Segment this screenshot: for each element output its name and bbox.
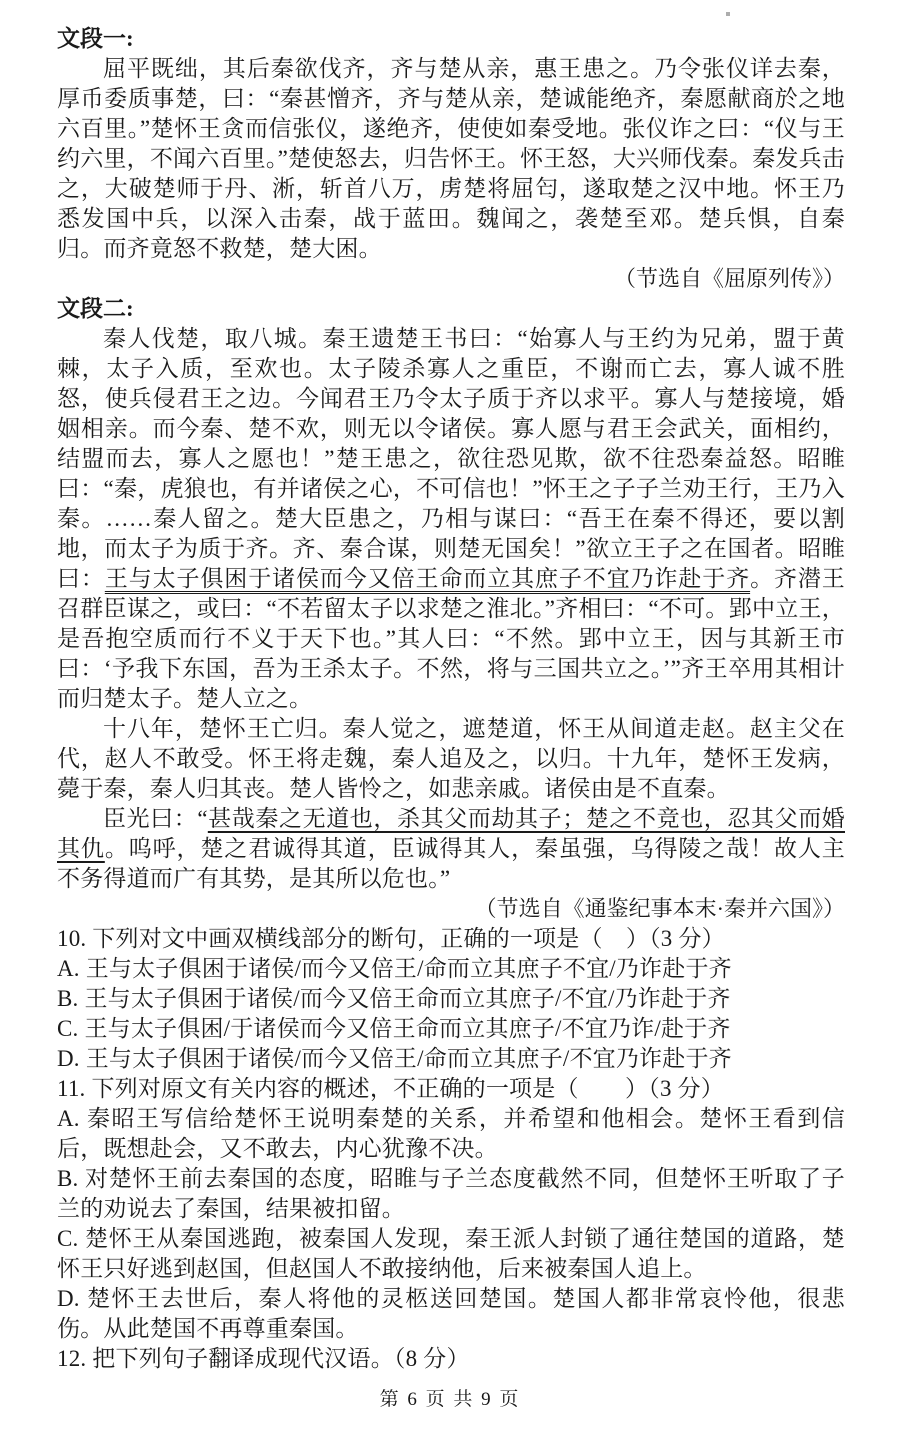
question-12-stem: 12. 把下列句子翻译成现代汉语。（8 分） bbox=[57, 1346, 470, 1371]
passage1-text: 屈平既绌，其后秦欲伐齐，齐与楚从亲，惠王患之。乃令张仪详去秦，厚币委质事楚，曰：“秦甚憎齐，齐与楚从亲，楚诚能绝齐，秦愿献商於之地六百里。”楚怀王贪而信张仪，遂绝齐，使使如秦受地。张仪诈之曰：“仪与王约六里，不闻六百里。”楚使怒去，归告怀王。怀王怒，大兴师伐秦。秦发兵击之，大破楚师于丹、淅，斩首八万，虏楚将屈匄，遂取楚之汉中地。怀王乃悉发国中兵，以深入击秦，战于蓝田。魏闻之，袭楚至邓。楚兵惧，自秦归。而齐竟怒不救楚，楚大困。 bbox=[57, 56, 845, 261]
passage1-paragraph bbox=[57, 54, 845, 264]
question-11-option-c: C. 楚怀王从秦国逃跑，被秦国人发现，秦王派人封锁了通往楚国的道路，楚怀王只好逃到赵国，但赵国人不敢接纳他，后来被秦国人追上。 bbox=[57, 1226, 845, 1281]
passage2-para3-text-after: 。呜呼，楚之君诚得其道，臣诚得其人，秦虽强，乌得陵之哉！故人主不务得道而广有其势，是其所以危也。” bbox=[57, 836, 846, 891]
page-number-footer: 第 6 页 共 9 页 bbox=[379, 1389, 521, 1410]
passage1-label: 文段一: bbox=[57, 26, 134, 51]
passage2-para1-text-before: 秦人伐楚，取八城。秦王遗楚王书曰：“始寡人与王约为兄弟，盟于黄棘，太子入质，至欢也。太子陵杀寡人之重臣，不谢而亡去，寡人诚不胜怒，使兵侵君王之边。今闻君王乃令太子质于齐以求平。寡人与楚接境，婚姻相亲。而今秦、楚不欢，则无以令诸侯。寡人愿与君王会武关，面相约，结盟而去，寡人之愿也！”楚王患之，欲往恐见欺，欲不往恐秦益怒。昭睢曰：“秦，虎狼也，有并诸侯之心，不可信也！”怀王之子子兰劝王行，王乃入秦。……秦人留之。楚大臣患之，乃相与谋曰：“吾王在秦不得还，要以割地，而太子为质于齐。齐、秦合谋，则楚无国矣！”欲立王子之在国者。昭睢曰： bbox=[57, 326, 845, 591]
passage1-source: （节选自《屈原列传》） bbox=[613, 266, 845, 291]
question-10-option-b: B. 王与太子俱困于诸侯/而今又倍王命而立其庶子/不宜/乃诈赴于齐 bbox=[57, 986, 731, 1011]
passage2-label: 文段二: bbox=[57, 296, 134, 321]
double-underlined-segment: 王与太子俱困于诸侯而今又倍王命而立其庶子不宜乃诈赴于齐 bbox=[104, 566, 751, 591]
question-10-option-d: D. 王与太子俱困于诸侯/而今又倍王/命而立其庶子/不宜乃诈赴于齐 bbox=[57, 1046, 732, 1071]
question-11-stem: 11. 下列对原文有关内容的概述，不正确的一项是（ ）（3 分） bbox=[57, 1076, 724, 1101]
question-11-option-b: B. 对楚怀王前去秦国的态度，昭睢与子兰态度截然不同，但楚怀王听取了子兰的劝说去了秦国，结果被扣留。 bbox=[57, 1166, 845, 1221]
question-11-option-a: A. 秦昭王写信给楚怀王说明秦楚的关系，并希望和他相会。楚怀王看到信后，既想赴会，又不敢去，内心犹豫不决。 bbox=[57, 1106, 845, 1161]
question-10-stem: 10. 下列对文中画双横线部分的断句，正确的一项是（ ）（3 分） bbox=[57, 926, 725, 951]
passage2-para1-text-after: 。齐潜王召群臣谋之，或曰：“不若留太子以求楚之淮北。”齐相曰：“不可。郢中立王，是吾抱空质而行不义于天下也。”其人曰：“不然。郢中立王，因与其新王市曰：‘予我下东国，吾为王杀太子。不然，将与三国共立之。’”齐王卒用其相计而归楚太子。楚人立之。 bbox=[57, 566, 845, 711]
question-11-option-d: D. 楚怀王去世后，秦人将他的灵柩送回楚国。楚国人都非常哀怜他，很悲伤。从此楚国不再尊重秦国。 bbox=[57, 1286, 845, 1341]
passage2-paragraph-2 bbox=[57, 714, 845, 804]
passage2-paragraph-1 bbox=[57, 324, 845, 714]
passage2-para2-text: 十八年，楚怀王亡归。秦人觉之，遮楚道，怀王从间道走赵。赵主父在代，赵人不敢受。怀王将走魏，秦人追及之，以归。十九年，楚怀王发病，薨于秦，秦人归其丧。楚人皆怜之，如悲亲戚。诸侯由是不直秦。 bbox=[57, 716, 845, 801]
question-10-option-a: A. 王与太子俱困于诸侯/而今又倍王/命而立其庶子不宜/乃诈赴于齐 bbox=[57, 956, 732, 981]
passage2-paragraph-3 bbox=[57, 804, 845, 894]
passage2-para3-text-before: 臣光曰：“ bbox=[103, 806, 208, 831]
question-10-option-c: C. 王与太子俱困/于诸侯而今又倍王命而立其庶子/不宜乃诈/赴于齐 bbox=[57, 1016, 731, 1041]
scan-artifact-dot bbox=[726, 12, 730, 16]
passage2-source: （节选自《通鉴纪事本末·秦并六国》） bbox=[474, 896, 845, 921]
single-underlined-segment: 甚哉秦之无道也，杀其父而劫其子；楚之不竞也，忍其父而婚其仇 bbox=[57, 806, 845, 861]
